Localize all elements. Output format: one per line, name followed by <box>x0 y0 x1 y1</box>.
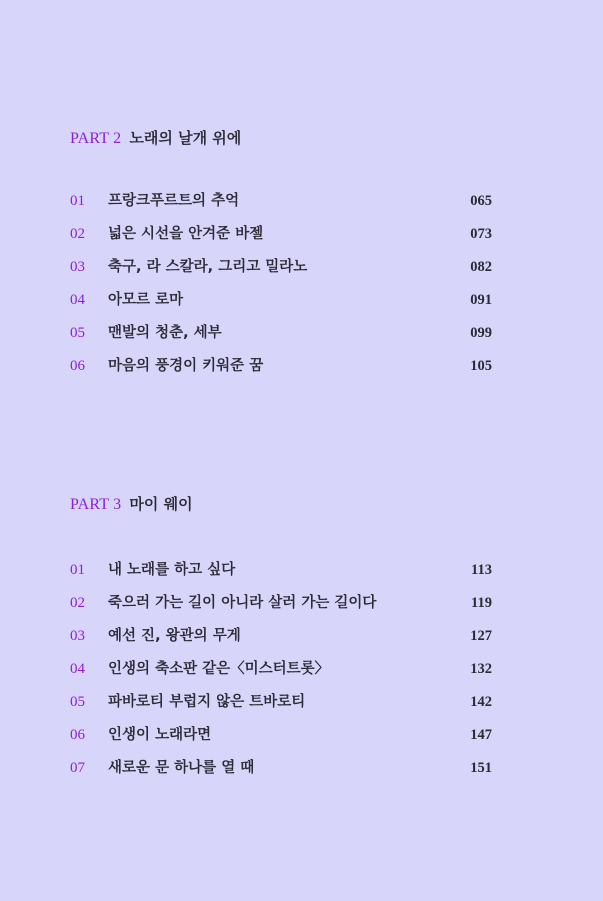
toc-entry-title: 예선 진, 왕관의 무게 <box>108 628 241 644</box>
toc-entry[interactable] <box>70 256 492 289</box>
toc-entry-title: 내 노래를 하고 싶다 <box>108 562 236 578</box>
toc-entry-number: 04 <box>70 661 85 677</box>
toc-entry[interactable] <box>70 625 492 658</box>
toc-entry-number: 06 <box>70 358 85 374</box>
toc-entry[interactable] <box>70 355 492 388</box>
toc-entry-page: 082 <box>470 259 492 275</box>
toc-entry-number: 06 <box>70 727 85 743</box>
toc-entry[interactable] <box>70 658 492 691</box>
toc-entry-page: 099 <box>470 325 492 341</box>
part-3-toc-list <box>70 559 492 790</box>
toc-entry[interactable] <box>70 691 492 724</box>
toc-entry-page: 113 <box>471 562 492 578</box>
toc-entry-title: 프랑크푸르트의 추억 <box>108 193 240 209</box>
toc-entry-title: 새로운 문 하나를 열 때 <box>108 760 255 776</box>
toc-entry[interactable] <box>70 724 492 757</box>
toc-entry-page: 147 <box>470 727 492 743</box>
toc-entry-title: 인생이 노래라면 <box>108 727 212 743</box>
toc-entry-number: 02 <box>70 595 85 611</box>
toc-entry[interactable] <box>70 322 492 355</box>
toc-entry-number: 07 <box>70 760 85 776</box>
toc-entry-title: 죽으러 가는 길이 아니라 살러 가는 길이다 <box>108 595 377 611</box>
toc-entry[interactable] <box>70 757 492 790</box>
toc-entry-number: 03 <box>70 628 85 644</box>
toc-entry-page: 119 <box>471 595 492 611</box>
toc-entry-title: 마음의 풍경이 키워준 꿈 <box>108 358 264 374</box>
toc-entry-page: 105 <box>470 358 492 374</box>
part-2-heading <box>70 127 603 149</box>
part-2-toc-list <box>70 190 492 388</box>
part-2-title: 노래의 날개 위에 <box>129 129 242 147</box>
toc-entry-title: 넓은 시선을 안겨준 바젤 <box>108 226 264 242</box>
toc-entry-page: 151 <box>470 760 492 776</box>
toc-entry-title: 파바로티 부럽지 않은 트바로티 <box>108 694 306 710</box>
toc-entry-title: 축구, 라 스칼라, 그리고 밀라노 <box>108 259 308 275</box>
toc-entry-page: 091 <box>470 292 492 308</box>
toc-entry-number: 02 <box>70 226 85 242</box>
toc-entry-page: 073 <box>470 226 492 242</box>
toc-entry[interactable] <box>70 592 492 625</box>
toc-entry-number: 01 <box>70 193 85 209</box>
part-2-label: PART 2 <box>70 130 122 147</box>
toc-entry-page: 065 <box>470 193 492 209</box>
part-3-section <box>70 493 603 776</box>
toc-entry-title: 인생의 축소판 같은〈미스터트롯〉 <box>108 661 330 677</box>
toc-entry-number: 03 <box>70 259 85 275</box>
toc-entry[interactable] <box>70 559 492 592</box>
toc-entry-number: 04 <box>70 292 85 308</box>
part-3-title: 마이 웨이 <box>129 495 193 513</box>
toc-entry[interactable] <box>70 223 492 256</box>
toc-entry-page: 132 <box>470 661 492 677</box>
toc-entry-number: 01 <box>70 562 85 578</box>
toc-entry-title: 아모르 로마 <box>108 292 184 308</box>
toc-entry-number: 05 <box>70 694 85 710</box>
toc-entry[interactable] <box>70 289 492 322</box>
toc-entry-page: 142 <box>470 694 492 710</box>
part-3-heading <box>70 493 603 515</box>
part-3-label: PART 3 <box>70 496 122 513</box>
toc-entry-page: 127 <box>470 628 492 644</box>
toc-entry[interactable] <box>70 190 492 223</box>
toc-entry-title: 맨발의 청춘, 세부 <box>108 325 222 341</box>
toc-entry-number: 05 <box>70 325 85 341</box>
part-2-section <box>70 127 603 374</box>
